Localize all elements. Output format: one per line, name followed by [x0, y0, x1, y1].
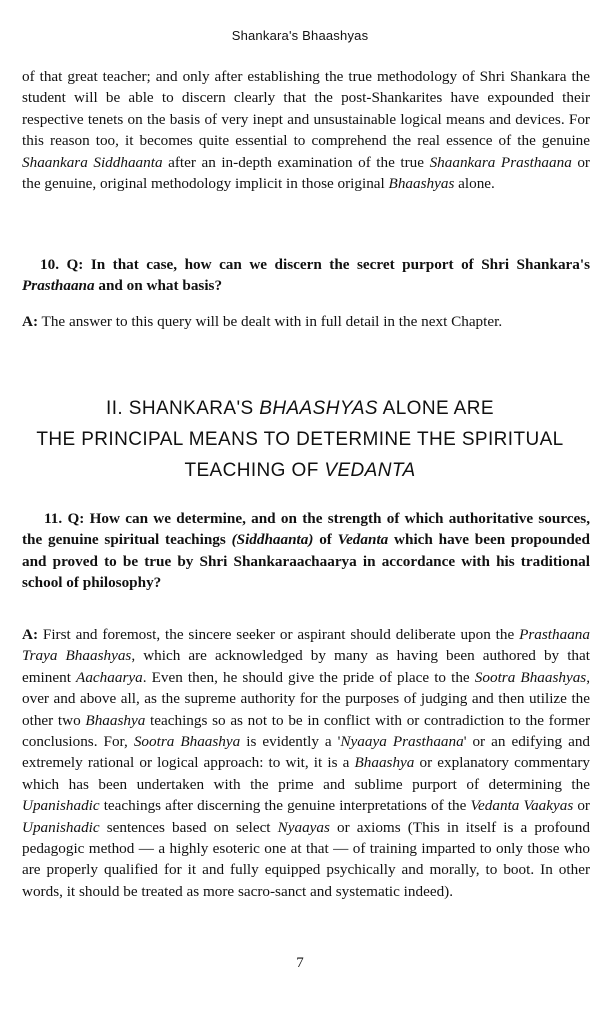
italic-term: Prasthaana	[22, 277, 95, 295]
text-run: of that great teacher; and only after establishing the true methodology of Shri Shankara the student will be able to discern clearly that the post-Shankarites have expounded their respective tenets on the basis of very inept and unsustainable logical means and devices. For this reason too, it becomes quite essential to comprehend the real essence of the genuine	[22, 68, 590, 150]
text-run: The answer to this query will be dealt with in full detail in the next Chapter.	[38, 313, 503, 330]
text-run: alone.	[454, 175, 495, 193]
italic-term: (Siddhaanta)	[231, 531, 314, 549]
text-run: teachings so as not to be in conflict with or contradiction to the former conclusions. For,	[22, 711, 590, 751]
text-run: of	[313, 531, 338, 549]
italic-term: Sootra Bhaashya	[133, 733, 241, 751]
heading-italic: VEDANTA	[324, 460, 416, 481]
question-number: 11.	[44, 510, 63, 527]
text-run: . Even then, he should give the pride of place to the	[142, 668, 475, 686]
text-run: which have been propounded and proved to be true by Shri Shankaraachaarya in accordance with his traditional school of philosophy?	[22, 531, 590, 592]
question-10	[22, 254, 590, 297]
italic-term: Nyaaya Prasthaana	[340, 733, 464, 751]
text-run: teachings after discerning the genuine interpretations of the	[99, 797, 471, 815]
italic-term: Bhaashya	[354, 754, 415, 772]
text-run: after an in-depth examination of the true	[162, 153, 430, 171]
answer-11	[22, 624, 590, 902]
text-run: is evidently a '	[240, 733, 341, 751]
text-run: or axioms (This in itself is a profound pedagogic method — a highly esoteric one at that — of training imparted to only those who are properly qualified for it and fully equipped psychically and morally, to boot. In other words, it should be treated as more sacro-sanct and systematic indeed).	[22, 818, 590, 900]
heading-run: TEACHING OF	[184, 460, 325, 481]
question-label: Q:	[66, 256, 84, 273]
text-run: ' or an edifying and extremely rational or logical approach: to wit, it is a	[22, 733, 591, 772]
text-run: In that case, how can we discern the secret purport of Shri Shankara's	[83, 256, 590, 273]
question-number: 10.	[40, 256, 59, 273]
heading-run: II. SHANKARA'S	[106, 398, 260, 419]
answer-label: A:	[22, 626, 39, 643]
text-run: sentences based on select	[99, 818, 278, 836]
paragraph-continuation	[22, 66, 590, 194]
heading-line-1	[0, 393, 600, 424]
answer-label: A:	[22, 313, 39, 330]
italic-term: Shaankara Prasthaana	[429, 153, 572, 171]
italic-term: Shaankara Siddhaanta	[22, 153, 163, 171]
text-run: or	[573, 797, 590, 815]
italic-term: Nyaayas	[277, 818, 330, 836]
text-run: or the genuine, original methodology implicit in those original	[22, 153, 590, 193]
text-run: , which are acknowledged by many as having been authored by that eminent	[22, 647, 590, 686]
text-run: How can we determine, and on the strength of which authoritative sources, the genuine spiritual teachings	[22, 510, 590, 549]
heading-run: ALONE ARE	[378, 398, 494, 419]
italic-term: Upanishadic	[22, 797, 100, 815]
italic-term: Prasthaana Traya Bhaashyas	[22, 626, 590, 665]
answer-10	[22, 311, 590, 332]
text-run: and on what basis?	[94, 277, 223, 295]
italic-term: Bhaashyas	[388, 175, 455, 193]
italic-term: Sootra Bhaashyas	[474, 668, 587, 686]
question-11	[22, 508, 590, 594]
heading-italic: BHAASHYAS	[259, 398, 378, 419]
text-run: , over and above all, as the supreme authority for the purposes of judging and then utilize the other two	[22, 668, 591, 729]
page-number: 7	[296, 955, 304, 971]
question-label: Q:	[67, 510, 85, 527]
italic-term: Bhaashya	[85, 711, 146, 729]
heading-line-2: THE PRINCIPAL MEANS TO DETERMINE THE SPIRITUAL	[36, 429, 564, 450]
italic-term: Aachaarya	[76, 668, 143, 686]
italic-term: Vedanta Vaakyas	[470, 797, 574, 815]
heading-line-3	[0, 455, 600, 486]
italic-term: Upanishadic	[22, 818, 100, 836]
section-heading	[0, 393, 600, 486]
running-head: Shankara's Bhaashyas	[231, 28, 369, 43]
italic-term: Vedanta	[337, 531, 389, 549]
text-run: First and foremost, the sincere seeker or aspirant should deliberate upon the	[38, 626, 520, 643]
text-run: or explanatory commentary which has been undertaken with the prime and sublime purport of determining the	[22, 754, 590, 793]
